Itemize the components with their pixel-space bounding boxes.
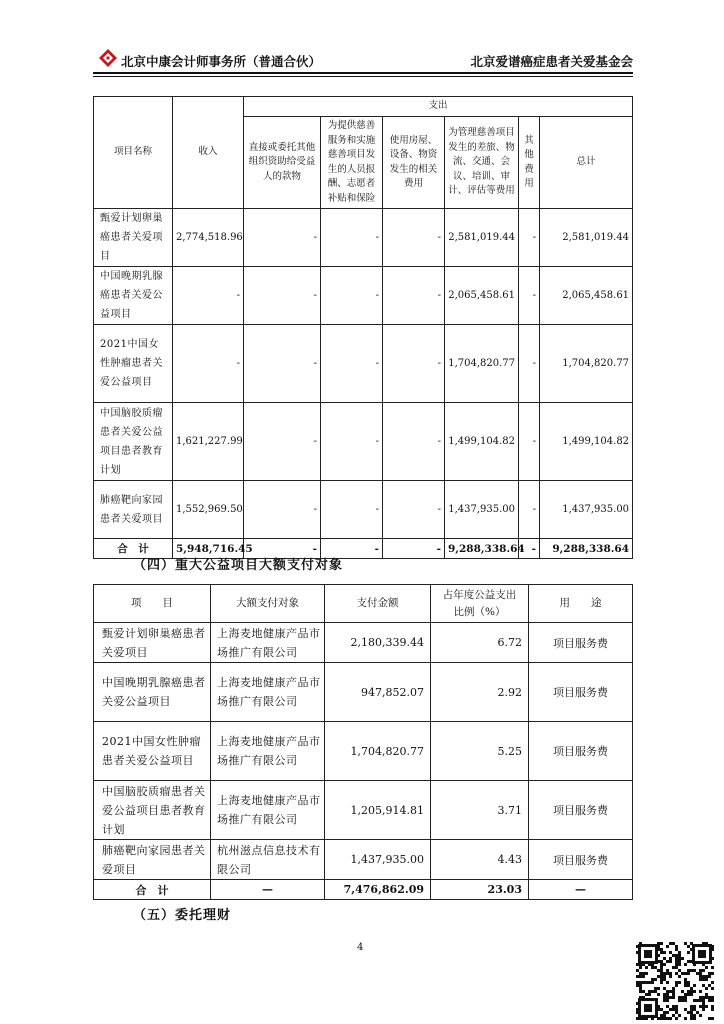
direct-value: -	[244, 403, 321, 481]
table-row	[94, 663, 633, 722]
amount-value: 947,852.07	[325, 663, 431, 722]
total-ratio: 23.03	[431, 880, 529, 900]
use-value: 项目服务费	[529, 840, 633, 880]
staff-value: -	[321, 403, 383, 481]
project-name: 肺癌靶向家园患者关爱项目	[94, 481, 173, 539]
table-row	[94, 781, 633, 840]
section-title: （四）重大公益项目大额支付对象	[133, 558, 344, 573]
payee-name: 上海麦地健康产品市场推广有限公司	[211, 623, 325, 663]
other-value: -	[519, 403, 540, 481]
header-direct: 直接或委托其他组织资助给受益人的款物	[244, 117, 321, 209]
header-mgmt: 为管理慈善项目发生的差旅、物流、交通、会议、培训、审计、评估等费用	[445, 117, 519, 209]
table-row	[94, 403, 633, 481]
staff-value: -	[321, 267, 383, 325]
mgmt-value: 2,581,019.44	[445, 209, 519, 267]
direct-value: -	[244, 209, 321, 267]
amount-value: 1,704,820.77	[325, 722, 431, 781]
project-name: 肺癌靶向家园患者关爱项目	[94, 840, 211, 880]
header-amount: 支付金额	[325, 585, 431, 623]
mgmt-value: 1,499,104.82	[445, 403, 519, 481]
mgmt-value: 2,065,458.61	[445, 267, 519, 325]
ratio-value: 4.43	[431, 840, 529, 880]
property-value: -	[383, 267, 445, 325]
payee-name: 上海麦地健康产品市场推广有限公司	[211, 722, 325, 781]
project-name: 2021中国女性肿瘤患者关爱公益项目	[94, 325, 173, 403]
amount-value: 1,437,935.00	[325, 840, 431, 880]
header-ratio: 占年度公益支出比例（%）	[431, 585, 529, 623]
property-value: -	[383, 403, 445, 481]
ratio-value: 2.92	[431, 663, 529, 722]
project-name: 甄爱计划卵巢癌患者关爱项目	[94, 209, 173, 267]
mgmt-value: 1,437,935.00	[445, 481, 519, 539]
table-row	[94, 722, 633, 781]
payee-name: 上海麦地健康产品市场推广有限公司	[211, 663, 325, 722]
use-value: 项目服务费	[529, 663, 633, 722]
client-name: 北京爱谱癌症患者关爱基金会	[470, 54, 633, 69]
total-label: 合 计	[94, 880, 211, 900]
ratio-value: 3.71	[431, 781, 529, 840]
use-value: 项目服务费	[529, 781, 633, 840]
use-value: 项目服务费	[529, 623, 633, 663]
other-value: -	[519, 325, 540, 403]
total-staff: -	[321, 539, 383, 559]
total-amount: 7,476,862.09	[325, 880, 431, 900]
project-name: 甄爱计划卵巢癌患者关爱项目	[94, 623, 211, 663]
amount-value: 2,180,339.44	[325, 623, 431, 663]
total-use: —	[529, 880, 633, 900]
staff-value: -	[321, 481, 383, 539]
table-row	[94, 481, 633, 539]
total-direct: -	[244, 539, 321, 559]
staff-value: -	[321, 209, 383, 267]
table-row	[94, 267, 633, 325]
section-title: （五）委托理财	[133, 908, 232, 923]
staff-value: -	[321, 325, 383, 403]
project-name: 中国脑胶质瘤患者关爱公益项目患者教育计划	[94, 781, 211, 840]
total-value: 2,065,458.61	[540, 267, 633, 325]
other-value: -	[519, 481, 540, 539]
income-value: -	[173, 325, 244, 403]
direct-value: -	[244, 325, 321, 403]
property-value: -	[383, 325, 445, 403]
project-name: 中国脑胶质瘤患者关爱公益项目患者教育计划	[94, 403, 173, 481]
payee-name: 杭州滋点信息技术有限公司	[211, 840, 325, 880]
header-staff: 为提供慈善服务和实施慈善项目发生的人员报酬、志愿者补贴和保险	[321, 117, 383, 209]
expense-table	[93, 96, 633, 559]
ratio-value: 5.25	[431, 722, 529, 781]
firm-name: 北京中康会计师事务所（普通合伙）	[121, 54, 322, 69]
qr-code-icon	[636, 942, 714, 1020]
income-value: -	[173, 267, 244, 325]
income-value: 1,552,969.50	[173, 481, 244, 539]
direct-value: -	[244, 481, 321, 539]
table-row	[94, 209, 633, 267]
mgmt-value: 1,704,820.77	[445, 325, 519, 403]
other-value: -	[519, 209, 540, 267]
header-rule-thin	[93, 76, 633, 77]
header-income: 收入	[173, 97, 244, 209]
project-name: 2021中国女性肿瘤患者关爱公益项目	[94, 722, 211, 781]
income-value: 1,621,227.99	[173, 403, 244, 481]
project-name: 中国晚期乳腺癌患者关爱公益项目	[94, 267, 173, 325]
total-label: 合 计	[94, 539, 173, 559]
project-name: 中国晚期乳腺癌患者关爱公益项目	[94, 663, 211, 722]
total-mgmt: 9,288,338.64	[445, 539, 519, 559]
total-value: 1,437,935.00	[540, 481, 633, 539]
payment-table	[93, 584, 633, 900]
header-expense-group: 支出	[244, 97, 633, 117]
table-row	[94, 325, 633, 403]
header-payee: 大额支付对象	[211, 585, 325, 623]
header-project: 项 目	[94, 585, 211, 623]
total-property: -	[383, 539, 445, 559]
amount-value: 1,205,914.81	[325, 781, 431, 840]
total-value: 1,704,820.77	[540, 325, 633, 403]
property-value: -	[383, 209, 445, 267]
total-payee: —	[211, 880, 325, 900]
total-row	[94, 880, 633, 900]
total-income: 5,948,716.45	[173, 539, 244, 559]
income-value: 2,774,518.96	[173, 209, 244, 267]
payee-name: 上海麦地健康产品市场推广有限公司	[211, 781, 325, 840]
total-total: 9,288,338.64	[540, 539, 633, 559]
total-other: -	[519, 539, 540, 559]
page-number: 4	[357, 942, 364, 953]
page-header	[93, 48, 633, 74]
header-total: 总计	[540, 117, 633, 209]
other-value: -	[519, 267, 540, 325]
ratio-value: 6.72	[431, 623, 529, 663]
use-value: 项目服务费	[529, 722, 633, 781]
total-value: 2,581,019.44	[540, 209, 633, 267]
firm-logo-icon	[99, 49, 117, 67]
table-row	[94, 623, 633, 663]
header-other: 其他费用	[519, 117, 540, 209]
table-row	[94, 840, 633, 880]
property-value: -	[383, 481, 445, 539]
header-use: 用 途	[529, 585, 633, 623]
direct-value: -	[244, 267, 321, 325]
total-value: 1,499,104.82	[540, 403, 633, 481]
header-project: 项目名称	[94, 97, 173, 209]
header-rule	[93, 72, 633, 74]
header-property: 使用房屋、设备、物资发生的相关费用	[383, 117, 445, 209]
